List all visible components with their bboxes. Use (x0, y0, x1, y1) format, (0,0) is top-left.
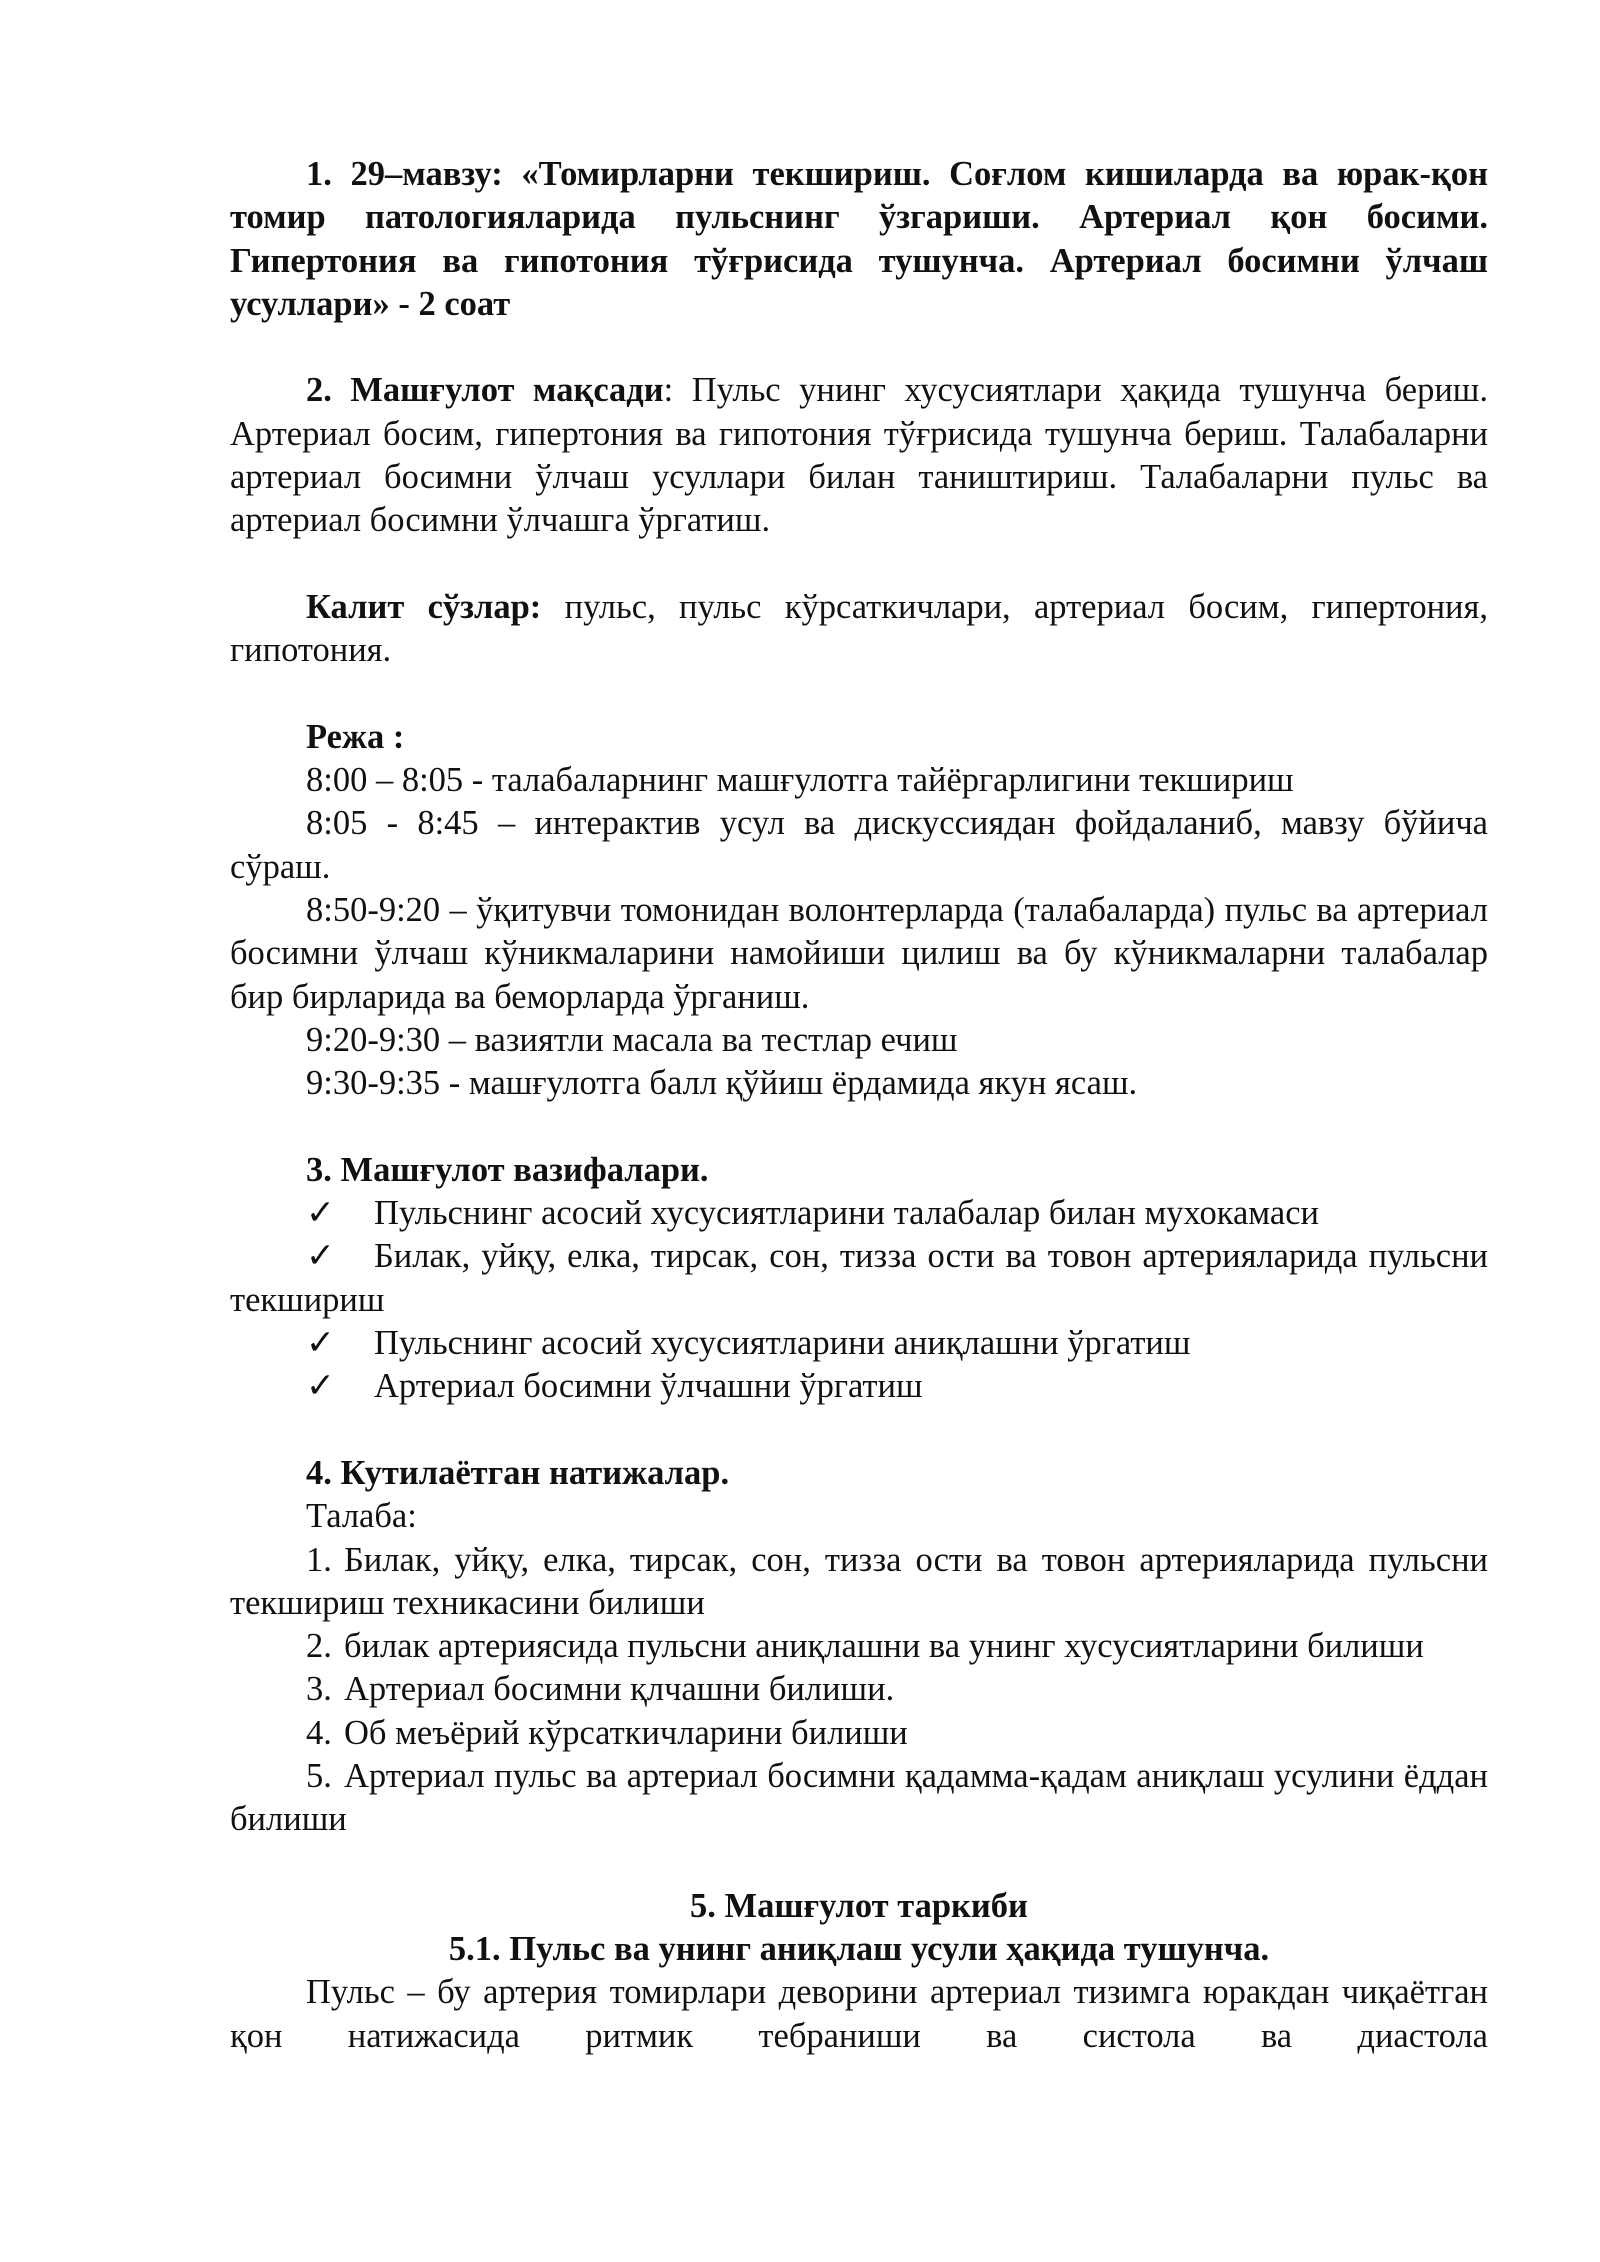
task-item (230, 1322, 1488, 1365)
result-number: 2. (306, 1627, 332, 1666)
plan-label: Режа : (306, 717, 405, 756)
plan-item: 9:20-9:30 – вазиятли масала ва тестлар ечиш (306, 1020, 958, 1059)
result-item (230, 1755, 1488, 1842)
plan-item: 8:05 - 8:45 – интерактив усул ва дискуссиядан фойдаланиб, мавзу бўйича сўраш. (230, 804, 1488, 886)
task-item (230, 1192, 1488, 1235)
section5-text: Пульс – бу артерия томирлари деворини артериал тизимга юракдан чиқаётган қон натижасида ритмик тебраниши ва систола ва диастола (230, 1973, 1488, 2055)
goal-label: 2. Машғулот мақсади (306, 371, 664, 410)
checkmark-icon: ✓ (306, 1367, 335, 1406)
results-intro: Талаба: (306, 1497, 417, 1536)
result-text: Артериал босимни қлчашни билиши. (344, 1670, 895, 1709)
goal-paragraph (230, 369, 1488, 542)
goal-colon: : (663, 371, 674, 410)
spacer (230, 326, 1488, 369)
keywords-paragraph (230, 586, 1488, 673)
result-item (230, 1539, 1488, 1626)
result-number: 5. (306, 1756, 332, 1795)
result-number: 3. (306, 1670, 332, 1709)
result-number: 4. (306, 1713, 332, 1752)
checkmark-icon: ✓ (306, 1194, 335, 1233)
spacer (230, 673, 1488, 716)
keywords-label: Калит сўзлар: (306, 587, 542, 626)
goal-text: Пульс унинг хусусиятлари ҳақида тушунча бериш. Артериал босим, гипертония ва гипотония тўғрисида тушунча бериш. Талабаларни артериал босимни ўлчаш усуллари билан таништириш. Талабаларни пульс ва артериал босимни ўлчашга ўргатиш. (230, 371, 1488, 540)
checkmark-icon: ✓ (306, 1324, 335, 1363)
plan-item: 8:50-9:20 – ўқитувчи томонидан волонтерларда (талабаларда) пульс ва артериал босимни ўлчаш кўникмаларини намойиши цилиш ва бу кўникмаларни талабалар бир бирларида ва беморларда ўрганиш. (230, 891, 1488, 1016)
task-item (230, 1365, 1488, 1408)
tasks-heading: 3. Машғулот вазифалари. (306, 1150, 709, 1189)
plan-item: 8:00 – 8:05 - талабаларнинг машғулотга тайёргарлигини текшириш (306, 761, 1294, 800)
spacer (230, 1106, 1488, 1149)
result-item (230, 1668, 1488, 1711)
results-heading: 4. Кутилаётган натижалар. (306, 1453, 730, 1492)
task-text: Артериал босимни ўлчашни ўргатиш (374, 1367, 923, 1406)
result-item (230, 1712, 1488, 1755)
task-text: Пульснинг асосий хусусиятларини талабалар билан мухокамаси (374, 1194, 1319, 1233)
checkmark-icon: ✓ (306, 1237, 335, 1276)
result-text: Артериал пульс ва артериал босимни қадамма-қадам аниқлаш усулини ёддан билиши (230, 1756, 1488, 1839)
result-text: Билак, уйқу, елка, тирсак, сон, тизза ости ва товон артерияларида пульсни текшириш техникасини билиши (230, 1540, 1488, 1622)
task-text: Билак, уйқу, елка, тирсак, сон, тизза ости ва товон артерияларида пульсни текшириш (230, 1237, 1488, 1319)
task-text: Пульснинг асосий хусусиятларини аниқлашни ўргатиш (374, 1324, 1191, 1363)
plan-item: 9:30-9:35 - машғулотга балл қўйиш ёрдамида якун ясаш. (306, 1064, 1138, 1103)
spacer (230, 1409, 1488, 1452)
spacer (230, 543, 1488, 586)
spacer (230, 1842, 1488, 1885)
task-item (230, 1235, 1488, 1322)
result-text: Об меъёрий кўрсаткичларини билиши (344, 1713, 908, 1752)
section5-subheading: 5.1. Пульс ва унинг аниқлаш усули ҳақида тушунча. (448, 1930, 1270, 1969)
result-number: 1. (306, 1540, 332, 1579)
section5-heading: 5. Машғулот таркиби (690, 1886, 1028, 1925)
document-body (230, 153, 1488, 2058)
result-text: билак артериясида пульсни аниқлашни ва унинг хусусиятларини билиши (344, 1627, 1424, 1666)
keywords-text: пульс, пульс кўрсаткичлари, артериал босим, гипертония, гипотония. (230, 587, 1488, 670)
result-item (230, 1625, 1488, 1668)
topic-title: 1. 29–мавзу: «Томирларни текшириш. Соғлом кишиларда ва юрак-қон томир патологияларида пульснинг ўзгариши. Артериал қон босими. Гипертония ва гипотония тўғрисида тушунча. Артериал босимни ўлчаш усуллари» - 2 соат (230, 155, 1488, 323)
